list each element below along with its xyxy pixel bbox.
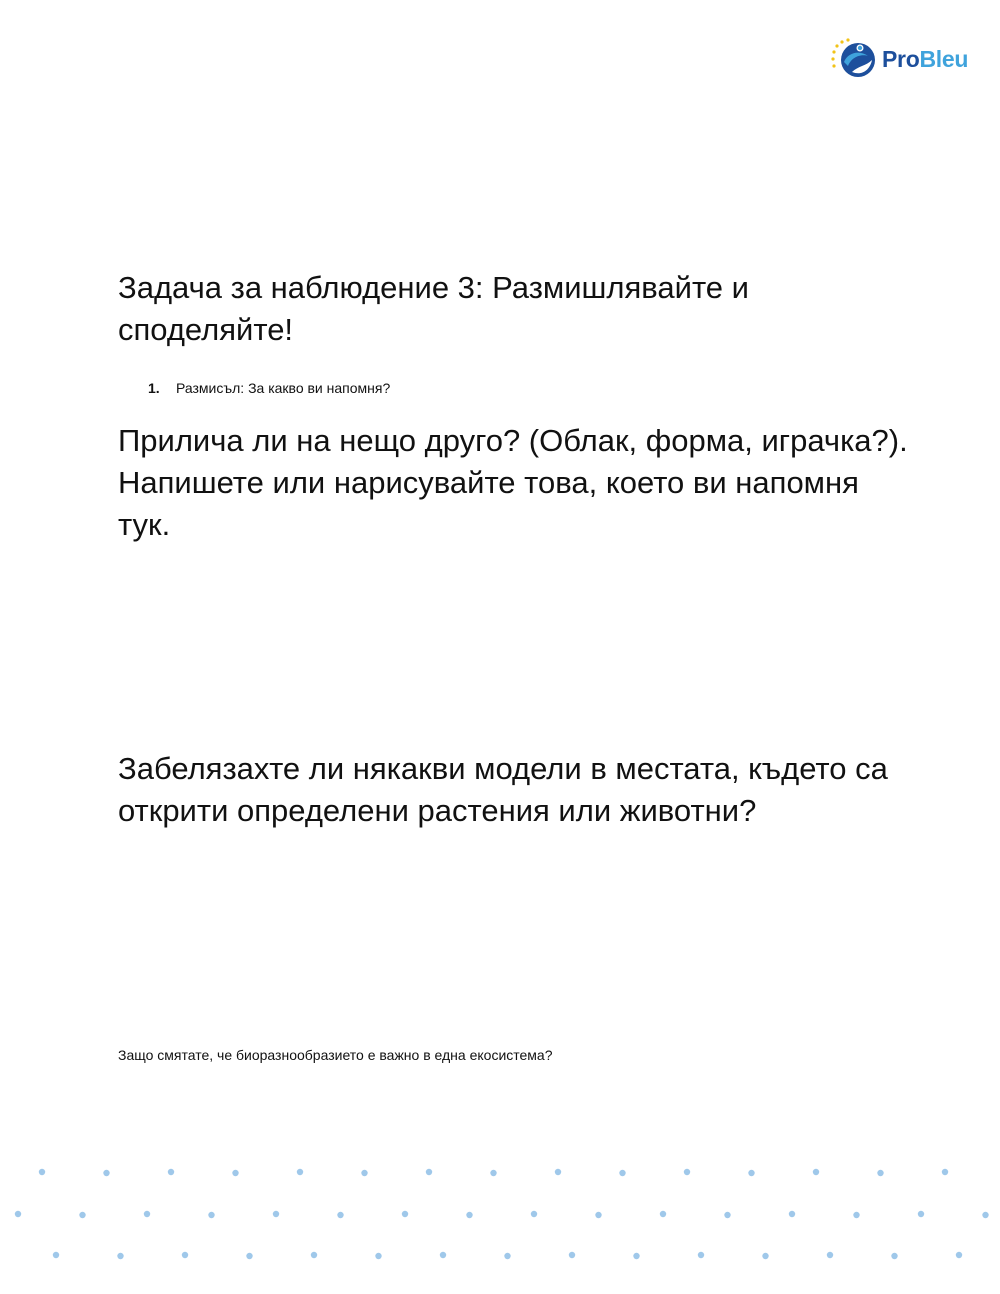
probleu-logo-icon: [830, 36, 880, 84]
list-item-number: 1.: [148, 380, 160, 396]
patterns-question: Забелязахте ли някакви модели в местата, където са открити определени растения или животни?: [118, 751, 888, 828]
decorative-dot: [827, 1252, 833, 1258]
decorative-dot: [891, 1253, 897, 1259]
probleu-logo: [830, 36, 980, 84]
decorative-dot: [246, 1253, 252, 1259]
decorative-dot: [982, 1212, 988, 1218]
decorative-dot: [660, 1211, 666, 1217]
decorative-dot: [789, 1211, 795, 1217]
resemble-prompt: Прилича ли на нещо друго? (Облак, форма, играчка?). Напишете или нарисувайте това, което ви напомня тук.: [118, 423, 908, 542]
reflection-list: [148, 378, 390, 398]
decorative-dot: [144, 1211, 150, 1217]
decorative-dot: [569, 1252, 575, 1258]
decorative-dot: [297, 1169, 303, 1175]
decorative-dot: [375, 1253, 381, 1259]
decorative-dot: [39, 1169, 45, 1175]
logo-wordmark-pro: Pro: [882, 46, 920, 72]
decorative-dot: [555, 1169, 561, 1175]
decorative-dot: [232, 1170, 238, 1176]
decorative-dot: [956, 1252, 962, 1258]
decorative-dot: [813, 1169, 819, 1175]
list-item: [148, 378, 390, 398]
decorative-dot: [53, 1252, 59, 1258]
decorative-dot: [633, 1253, 639, 1259]
decorative-dot: [595, 1212, 601, 1218]
decorative-dot: [311, 1252, 317, 1258]
decorative-dot: [117, 1253, 123, 1259]
decorative-dot: [531, 1211, 537, 1217]
decorative-dot: [208, 1212, 214, 1218]
decorative-dot: [79, 1212, 85, 1218]
decorative-dot: [273, 1211, 279, 1217]
decorative-dot: [748, 1170, 754, 1176]
decorative-dot: [762, 1253, 768, 1259]
logo-wordmark-bleu: Bleu: [919, 46, 969, 72]
decorative-dot: [698, 1252, 704, 1258]
decorative-dot: [440, 1252, 446, 1258]
biodiversity-question: Защо смятате, че биоразнообразието е важно в една екосистема?: [118, 1047, 553, 1063]
decorative-dot: [724, 1212, 730, 1218]
decorative-dot: [103, 1170, 109, 1176]
decorative-dot: [684, 1169, 690, 1175]
decorative-dot: [182, 1252, 188, 1258]
logo-wordmark: [882, 46, 968, 73]
decorative-dot: [168, 1169, 174, 1175]
decorative-dot: [361, 1170, 367, 1176]
decorative-dot: [426, 1169, 432, 1175]
list-item-text: Размисъл: За какво ви напомня?: [176, 380, 391, 396]
task-title: Задача за наблюдение 3: Размишлявайте и споделяйте!: [118, 270, 749, 347]
decorative-dot: [619, 1170, 625, 1176]
decorative-dot: [504, 1253, 510, 1259]
decorative-dot: [466, 1212, 472, 1218]
decorative-dot: [15, 1211, 21, 1217]
decorative-dot-pattern: [0, 1140, 1000, 1290]
decorative-dot: [490, 1170, 496, 1176]
decorative-dot: [853, 1212, 859, 1218]
decorative-dot: [877, 1170, 883, 1176]
decorative-dot: [942, 1169, 948, 1175]
decorative-dot: [402, 1211, 408, 1217]
decorative-dot: [918, 1211, 924, 1217]
decorative-dot: [337, 1212, 343, 1218]
